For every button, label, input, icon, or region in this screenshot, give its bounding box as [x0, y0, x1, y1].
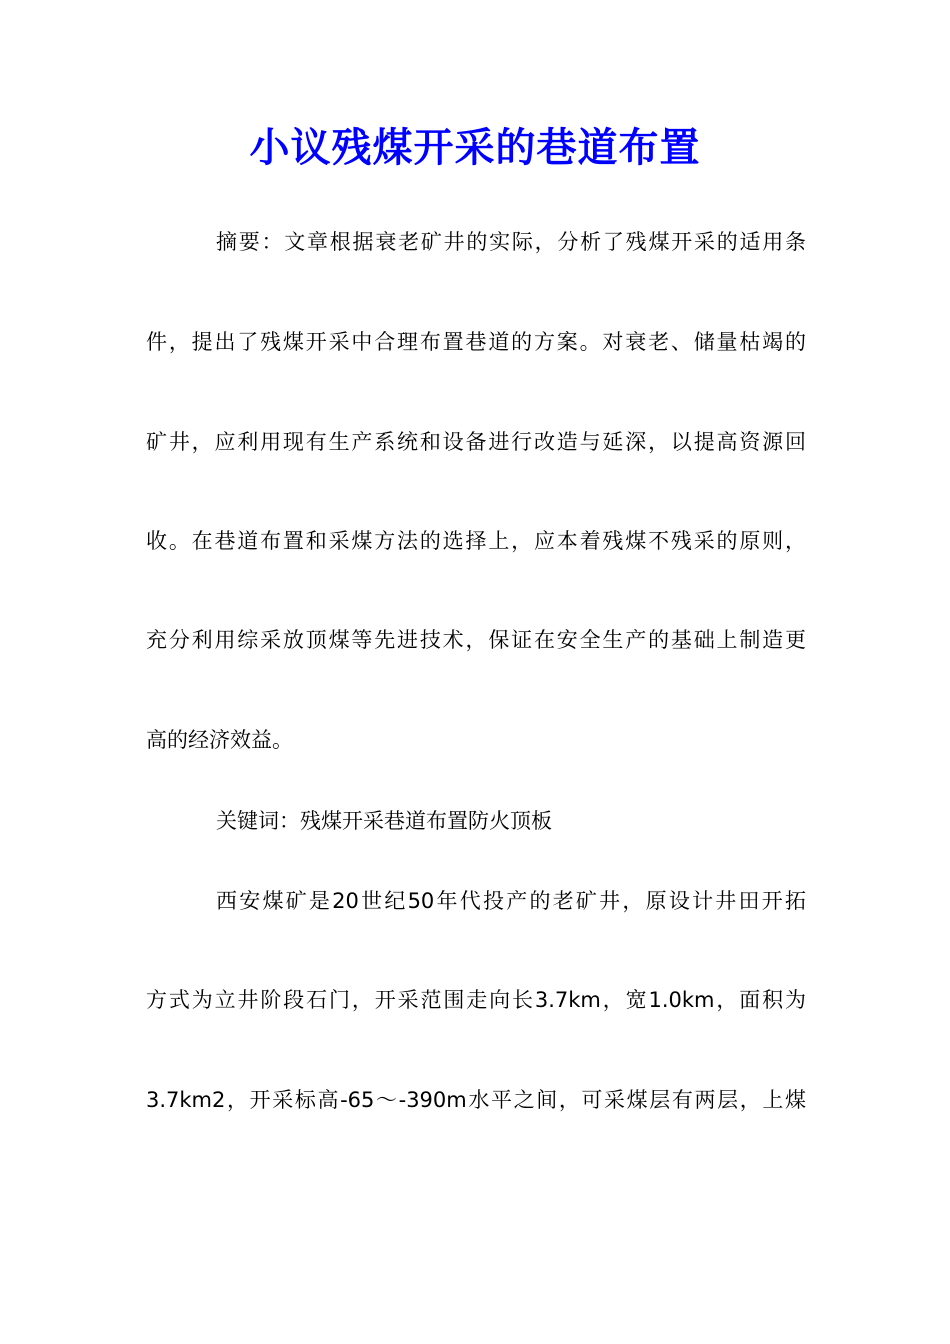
- abstract-line-4: 收。在巷道布置和采煤方法的选择上，应本着残煤不残采的原则，: [146, 529, 806, 553]
- abstract-line-5: 充分利用综采放顶煤等先进技术，保证在安全生产的基础上制造更: [146, 628, 806, 652]
- keywords-line: 关键词：残煤开采巷道布置防火顶板: [216, 809, 552, 833]
- abstract-line-2: 件，提出了残煤开采中合理布置巷道的方案。对衰老、储量枯竭的: [146, 330, 806, 354]
- body-line-1: 西安煤矿是20世纪50年代投产的老矿井，原设计井田开拓: [216, 889, 806, 913]
- document-title: 小议残煤开采的巷道布置: [249, 124, 701, 171]
- abstract-line-1: 摘要：文章根据衰老矿井的实际，分析了残煤开采的适用条: [216, 230, 806, 254]
- abstract-line-3: 矿井，应利用现有生产系统和设备进行改造与延深，以提高资源回: [146, 430, 806, 454]
- abstract-line-6: 高的经济效益。: [146, 728, 293, 752]
- body-line-2: 方式为立井阶段石门，开采范围走向长3.7km，宽1.0km，面积为: [146, 988, 806, 1012]
- body-line-3: 3.7km2，开采标高-65～-390m水平之间，可采煤层有两层，上煤: [146, 1088, 806, 1112]
